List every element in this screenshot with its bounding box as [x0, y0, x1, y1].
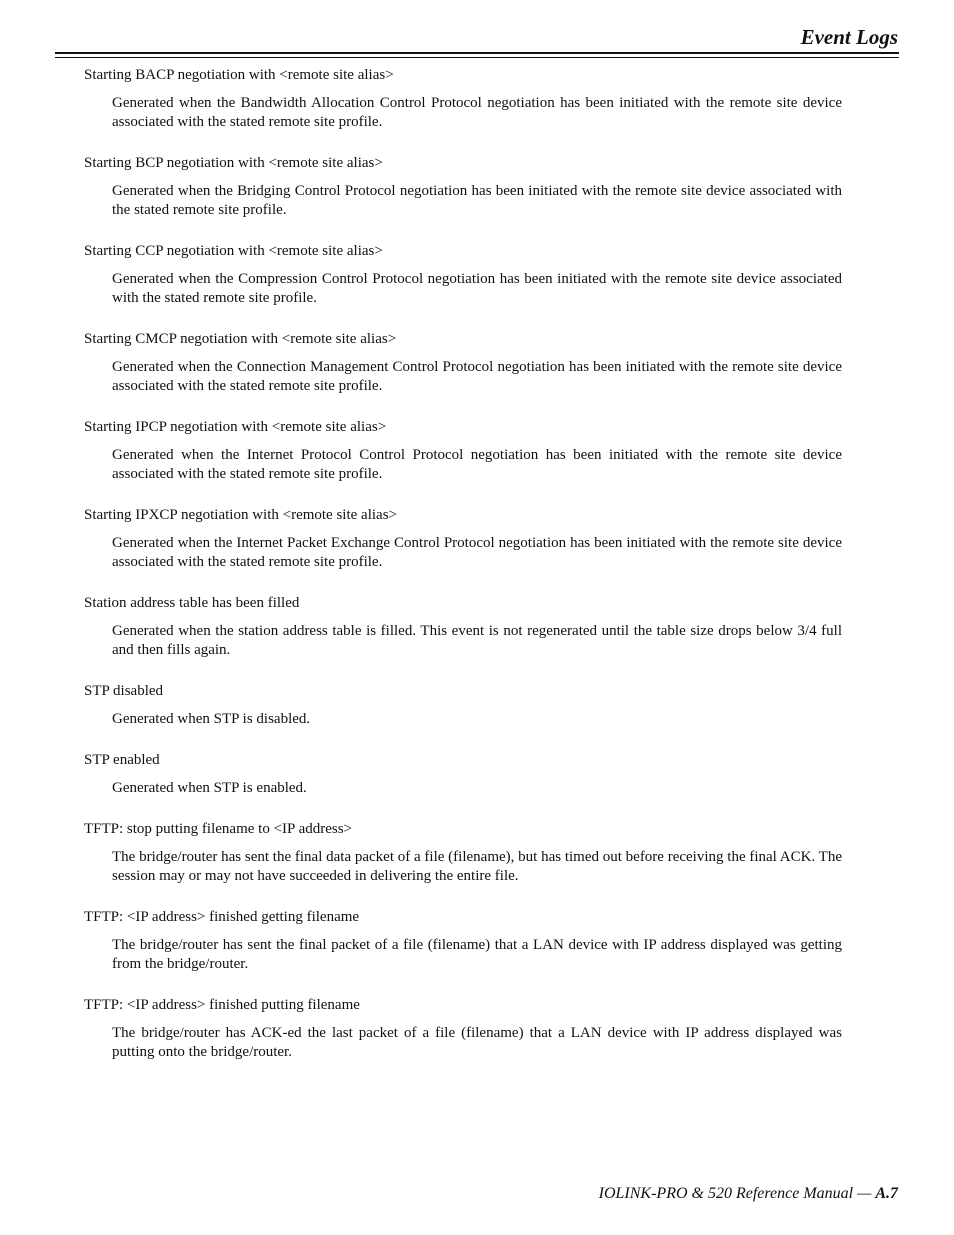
event-title: Starting BCP negotiation with <remote site alias> [84, 155, 383, 171]
event-description: Generated when the Compression Control Protocol negotiation has been initiated with the remote site device associated with the stated remote site profile. [112, 271, 842, 306]
event-title: STP disabled [84, 683, 164, 699]
event-description: The bridge/router has ACK-ed the last packet of a file (filename) that a LAN device with IP address displayed was putting onto the bridge/router. [112, 1025, 842, 1060]
event-entry [84, 242, 842, 308]
page-header-title: Event Logs [800, 25, 898, 49]
event-description: Generated when STP is enabled. [112, 780, 307, 796]
event-title: Starting BACP negotiation with <remote site alias> [84, 67, 394, 83]
event-entry [84, 751, 842, 798]
event-title: STP enabled [84, 752, 160, 768]
footer-page-number: A.7 [875, 1185, 898, 1202]
event-title: Station address table has been filled [84, 595, 300, 611]
event-title: Starting CCP negotiation with <remote site alias> [84, 243, 383, 259]
header-rule-thick [55, 52, 899, 54]
event-description: The bridge/router has sent the final packet of a file (filename) that a LAN device with IP address displayed was getting from the bridge/router. [112, 937, 842, 972]
event-description: The bridge/router has sent the final data packet of a file (filename), but has timed out before receiving the final ACK. The session may or may not have succeeded in delivering the entire file. [112, 849, 842, 884]
event-title: TFTP: <IP address> finished putting filename [84, 997, 360, 1013]
event-entry [84, 154, 842, 220]
event-entry [84, 996, 842, 1062]
event-entry [84, 820, 842, 886]
event-entry [84, 66, 842, 132]
event-description: Generated when the Bandwidth Allocation Control Protocol negotiation has been initiated with the remote site device associated with the stated remote site profile. [112, 95, 842, 130]
event-title: TFTP: <IP address> finished getting filename [84, 909, 360, 925]
event-description: Generated when the Internet Protocol Control Protocol negotiation has been initiated with the remote site device associated with the stated remote site profile. [112, 447, 842, 482]
event-entry [84, 330, 842, 396]
event-description: Generated when the Internet Packet Exchange Control Protocol negotiation has been initiated with the remote site device associated with the stated remote site profile. [112, 535, 842, 570]
event-description: Generated when the Connection Management Control Protocol negotiation has been initiated with the remote site device associated with the stated remote site profile. [112, 359, 842, 394]
event-title: Starting IPCP negotiation with <remote site alias> [84, 419, 387, 435]
event-entry [84, 418, 842, 484]
event-entry [84, 506, 842, 572]
event-description: Generated when the station address table is filled. This event is not regenerated until the table size drops below 3/4 full and then fills again. [112, 623, 842, 658]
event-entry [84, 682, 842, 729]
event-description: Generated when STP is disabled. [112, 711, 311, 727]
event-log-entries [84, 66, 842, 1084]
event-title: TFTP: stop putting filename to <IP address> [84, 821, 353, 837]
event-title: Starting CMCP negotiation with <remote site alias> [84, 331, 397, 347]
event-description: Generated when the Bridging Control Protocol negotiation has been initiated with the remote site device associated with the stated remote site profile. [112, 183, 842, 218]
event-title: Starting IPXCP negotiation with <remote site alias> [84, 507, 397, 523]
event-entry [84, 594, 842, 660]
footer-manual-title: IOLINK-PRO & 520 Reference Manual — [598, 1185, 876, 1202]
header-rule-thin [55, 57, 899, 58]
page-footer [599, 1185, 898, 1203]
event-entry [84, 908, 842, 974]
